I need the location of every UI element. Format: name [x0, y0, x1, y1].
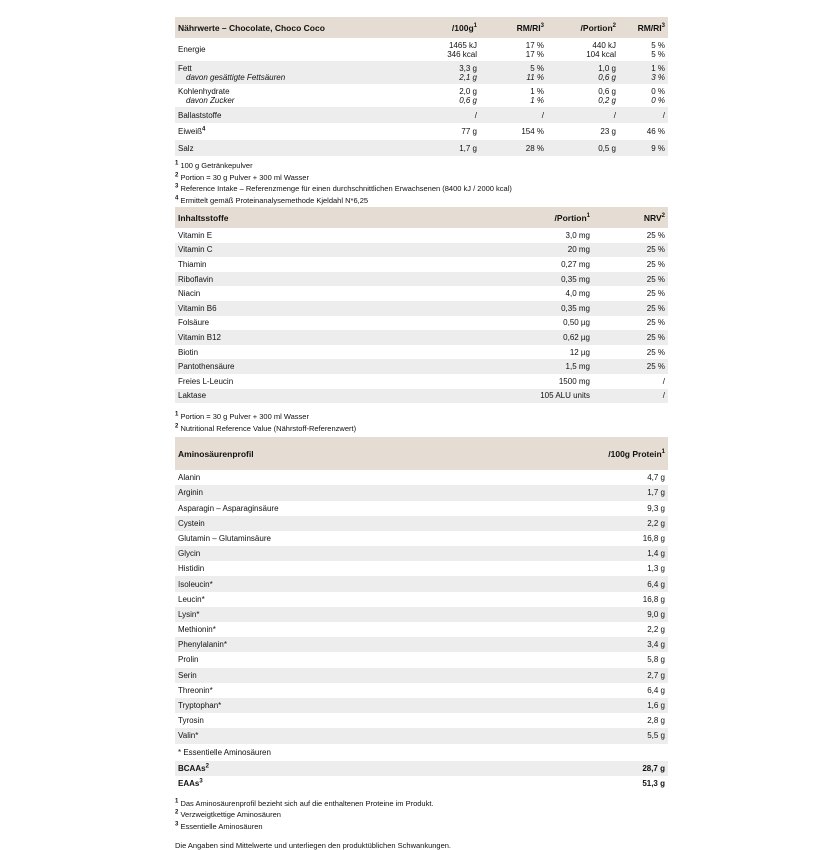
table-row	[175, 316, 668, 331]
amino-eaa-row	[175, 776, 668, 791]
footnote: $^3$ Essentielle Aminosäuren	[175, 821, 263, 831]
ingredients-header-name: Inhaltsstoffe	[175, 207, 475, 228]
ingredient-name: Vitamin B6	[178, 303, 217, 313]
table-row	[175, 374, 668, 389]
essential-note: * Essentielle Aminosäuren	[178, 747, 271, 757]
energy-label: Energie	[178, 45, 206, 54]
ingredient-portion: 4,0 mg	[565, 289, 590, 299]
amino-value: 6,4 g	[647, 685, 665, 695]
fat-ri100: 5 % 11 %	[526, 63, 544, 82]
ingredients-footnotes	[175, 411, 668, 434]
carbs-ri100: 1 % 1 %	[530, 86, 544, 105]
ingredient-nrv: /	[662, 391, 665, 401]
nutrition-row-energy	[175, 38, 668, 61]
amino-value: 9,0 g	[647, 609, 665, 619]
ingredient-portion: 105 ALU units	[540, 391, 590, 401]
amino-table	[175, 437, 668, 790]
amino-name: Arginin	[178, 488, 203, 498]
amino-name: Glutamin – Glutaminsäure	[178, 533, 271, 543]
fiber-label: Ballaststoffe	[178, 110, 222, 120]
amino-value: 4,7 g	[647, 473, 665, 483]
amino-header-row	[175, 437, 668, 470]
amino-name: Tyrosin	[178, 716, 204, 726]
protein-riportion: 46 %	[646, 127, 665, 136]
fiber-per100: /	[474, 110, 477, 120]
amino-value: 1,4 g	[647, 549, 665, 559]
amino-value: 6,4 g	[647, 579, 665, 589]
bcaa-value: 28,7 g	[642, 763, 665, 773]
fat-portion: 1,0 g 0,6 g	[598, 63, 616, 82]
amino-essential-note-row	[175, 744, 668, 761]
energy-portion: 440 kJ 104 kcal	[586, 40, 616, 59]
footnote: $^2$ Verzweigtkettige Aminosäuren	[175, 809, 281, 819]
table-row	[175, 698, 668, 713]
table-row	[175, 728, 668, 743]
ingredient-nrv: 25 %	[646, 303, 665, 313]
table-row	[175, 622, 668, 637]
ingredient-nrv: 25 %	[646, 347, 665, 357]
nutrition-table	[175, 17, 668, 156]
table-row	[175, 345, 668, 360]
salt-portion: 0,5 g	[598, 143, 616, 153]
protein-ri100: 154 %	[521, 127, 544, 136]
fat-per100: 3,3 g 2,1 g	[459, 63, 477, 82]
table-row	[175, 668, 668, 683]
table-row	[175, 561, 668, 576]
ingredient-name: Vitamin B12	[178, 332, 221, 342]
disclaimer: Die Angaben sind Mittelwerte und unterliegen den produktüblichen Schwankungen.	[175, 841, 452, 850]
ingredient-nrv: 25 %	[646, 332, 665, 342]
salt-ri100: 28 %	[525, 143, 544, 153]
amino-value: 16,8 g	[642, 594, 665, 604]
table-row	[175, 576, 668, 591]
ingredient-portion: 12 µg	[569, 347, 590, 357]
amino-value: 5,8 g	[647, 655, 665, 665]
ingredient-name: Folsäure	[178, 318, 210, 328]
salt-label: Salz	[178, 143, 194, 153]
nutrition-row-protein	[175, 123, 668, 140]
amino-header-value: /100g Protein$^1$	[568, 437, 668, 470]
carbs-per100: 2,0 g 0,6 g	[459, 86, 477, 105]
salt-per100: 1,7 g	[459, 143, 477, 153]
ingredient-nrv: 25 %	[646, 230, 665, 240]
carbs-riportion: 0 % 0 %	[651, 86, 665, 105]
amino-value: 1,3 g	[647, 564, 665, 574]
ingredient-name: Pantothensäure	[178, 362, 235, 372]
eaa-value: 51,3 g	[642, 778, 665, 788]
table-row	[175, 546, 668, 561]
protein-label: Eiweiß$^4$	[178, 126, 206, 136]
nutrition-row-salt	[175, 140, 668, 156]
ingredient-name: Freies L-Leucin	[178, 376, 234, 386]
ingredients-header-portion: /Portion$^1$	[475, 207, 593, 228]
amino-value: 2,7 g	[647, 670, 665, 680]
footnote: $^2$ Nutritional Reference Value (Nährstoff-Referenzwert)	[175, 423, 357, 433]
ingredient-portion: 0,27 mg	[561, 259, 590, 269]
eaa-label: EAAs$^3$	[178, 777, 203, 788]
table-row	[175, 272, 668, 287]
fat-label: Fett davon gesättigte Fettsäuren	[178, 63, 286, 82]
footnote: $^1$ Das Aminosäurenprofil bezieht sich auf die enthaltenen Proteine im Produkt.	[175, 798, 434, 808]
footnote: $^1$ Portion = 30 g Pulver + 300 ml Wasser	[175, 411, 309, 422]
amino-name: Tryptophan*	[178, 701, 222, 711]
protein-per100: 77 g	[461, 127, 477, 136]
ingredient-portion: 0,35 mg	[561, 274, 590, 284]
table-row	[175, 389, 668, 404]
table-row	[175, 592, 668, 607]
table-row	[175, 228, 668, 243]
amino-name: Asparagin – Asparaginsäure	[178, 503, 279, 513]
ingredient-nrv: 25 %	[646, 318, 665, 328]
table-row	[175, 286, 668, 301]
ingredient-name: Thiamin	[178, 259, 207, 269]
ingredient-portion: 0,50 µg	[563, 318, 590, 328]
footnote: $^4$ Ermittelt gemäß Proteinanalysemethode Kjeldahl N*6,25	[175, 195, 369, 205]
amino-name: Phenylalanin*	[178, 640, 227, 650]
energy-ri100: 17 % 17 %	[525, 40, 544, 59]
ingredient-portion: 1,5 mg	[565, 362, 590, 372]
energy-riportion: 5 % 5 %	[651, 40, 665, 59]
table-row	[175, 257, 668, 272]
ingredients-header-row	[175, 207, 668, 228]
protein-portion: 23 g	[600, 127, 616, 136]
nutrition-header-riportion: $RM/RI^3$	[619, 17, 668, 38]
ingredient-portion: 0,62 µg	[563, 332, 590, 342]
fat-riportion: 1 % 3 %	[651, 63, 665, 82]
amino-value: 3,4 g	[647, 640, 665, 650]
amino-name: Valin*	[178, 731, 199, 741]
table-row	[175, 713, 668, 728]
nutrition-header-portion: /Portion$^2$	[547, 17, 619, 38]
nutrition-footnotes	[175, 160, 668, 206]
nutrition-row-fat	[175, 61, 668, 84]
table-row	[175, 516, 668, 531]
amino-name: Lysin*	[178, 609, 200, 619]
nutrition-row-fiber	[175, 107, 668, 123]
carbs-portion: 0,6 g 0,2 g	[598, 86, 616, 105]
table-row	[175, 501, 668, 516]
amino-name: Threonin*	[178, 685, 213, 695]
salt-riportion: 9 %	[651, 143, 665, 153]
ingredient-name: Vitamin E	[178, 230, 213, 240]
ingredient-nrv: 25 %	[646, 274, 665, 284]
ingredient-nrv: 25 %	[646, 289, 665, 299]
table-row	[175, 531, 668, 546]
nutrition-header-row	[175, 17, 668, 38]
amino-footnotes	[175, 798, 668, 833]
table-row	[175, 301, 668, 316]
nutrition-document	[175, 0, 668, 850]
ingredient-portion: 3,0 mg	[565, 230, 590, 240]
ingredient-name: Biotin	[178, 347, 199, 357]
footnote: $^3$ Reference Intake – Referenzmenge für einen durchschnittlichen Erwachsenen (8400 kJ / 2000 kcal)	[175, 183, 512, 193]
ingredient-nrv: 25 %	[646, 259, 665, 269]
ingredient-nrv: 25 %	[646, 362, 665, 372]
footnote: $^2$ Portion = 30 g Pulver + 300 ml Wasser	[175, 172, 309, 182]
nutrition-header-per100: $/100g^1$	[406, 17, 480, 38]
table-row	[175, 330, 668, 345]
ingredient-name: Laktase	[178, 391, 207, 401]
amino-name: Leucin*	[178, 594, 205, 604]
table-row	[175, 652, 668, 667]
carbs-label: Kohlenhydrate davon Zucker	[178, 86, 235, 105]
nutrition-row-carbs	[175, 84, 668, 107]
bcaa-label: BCAAs$^2$	[178, 762, 209, 773]
table-row	[175, 637, 668, 652]
ingredient-name: Niacin	[178, 289, 201, 299]
table-row	[175, 683, 668, 698]
ingredient-name: Vitamin C	[178, 245, 213, 255]
amino-name: Prolin	[178, 655, 199, 665]
ingredient-nrv: 25 %	[646, 245, 665, 255]
table-row	[175, 607, 668, 622]
amino-value: 1,6 g	[647, 701, 665, 711]
ingredient-name: Riboflavin	[178, 274, 214, 284]
amino-header-name: Aminosäurenprofil	[175, 437, 568, 470]
amino-name: Isoleucin*	[178, 579, 213, 589]
amino-name: Alanin	[178, 473, 201, 483]
table-row	[175, 359, 668, 374]
ingredients-header-nrv: NRV$^2$	[593, 207, 668, 228]
amino-value: 2,8 g	[647, 716, 665, 726]
ingredient-portion: 20 mg	[567, 245, 590, 255]
ingredient-nrv: /	[662, 376, 665, 386]
amino-name: Methionin*	[178, 625, 216, 635]
ingredient-portion: 0,35 mg	[561, 303, 590, 313]
ingredients-table	[175, 207, 668, 403]
table-row	[175, 470, 668, 485]
amino-value: 16,8 g	[642, 533, 665, 543]
amino-name: Cystein	[178, 518, 205, 528]
energy-per100: 1465 kJ 346 kcal	[447, 40, 477, 59]
nutrition-header-name: Nährwerte – Chocolate, Choco Coco	[175, 17, 406, 38]
table-row	[175, 243, 668, 258]
amino-name: Glycin	[178, 549, 201, 559]
amino-bcaa-row	[175, 761, 668, 776]
amino-value: 1,7 g	[647, 488, 665, 498]
fiber-riportion: /	[662, 110, 665, 120]
amino-value: 5,5 g	[647, 731, 665, 741]
amino-value: 9,3 g	[647, 503, 665, 513]
nutrition-header-ri100: $RM/RI^3$	[480, 17, 547, 38]
ingredient-portion: 1500 mg	[558, 376, 590, 386]
fiber-ri100: /	[541, 110, 544, 120]
table-row	[175, 485, 668, 500]
amino-name: Histidin	[178, 564, 205, 574]
amino-value: 2,2 g	[647, 625, 665, 635]
footnote: $^1$ 100 g Getränkepulver	[175, 160, 253, 170]
amino-value: 2,2 g	[647, 518, 665, 528]
fiber-portion: /	[613, 110, 616, 120]
amino-name: Serin	[178, 670, 197, 680]
